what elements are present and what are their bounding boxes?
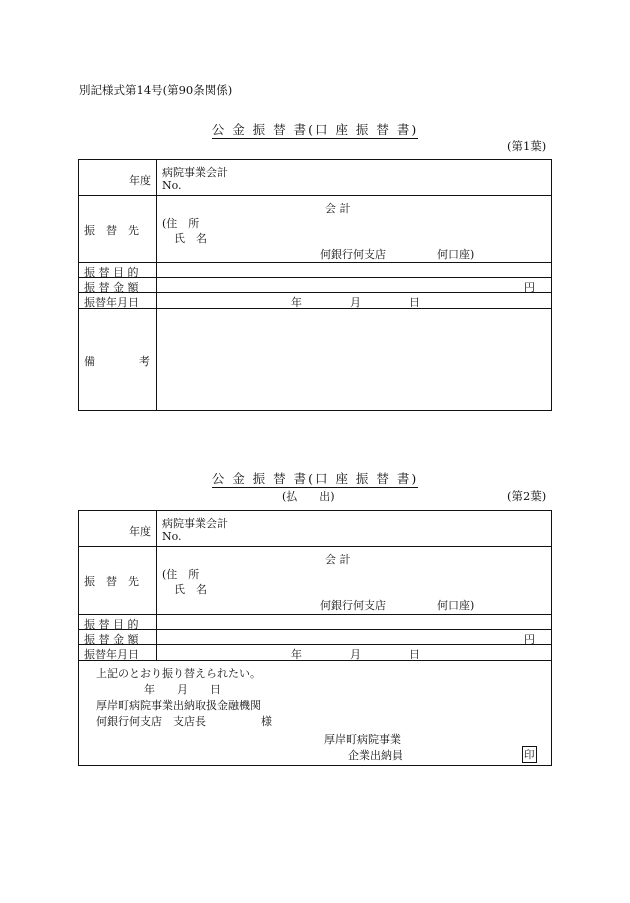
sheet2-purpose-label: 振 替 目 的 (84, 618, 139, 631)
sheet1-fiscal-year-label: 年度 (129, 174, 151, 187)
sheet2-purpose-label-cell (79, 615, 157, 629)
sheet1-bank-branch: 何銀行何支店 (320, 248, 386, 261)
sheet2-date-label-cell (79, 645, 157, 660)
sheet1-year: 年 (291, 296, 302, 309)
sheet1-amount-label: 振 替 金 額 (84, 281, 139, 294)
sheet2-seal-mark: 印 (522, 746, 537, 763)
sheet1-purpose-value (157, 263, 551, 277)
sheet2-form (78, 510, 552, 766)
sheet2-issuer-title: 企業出納員 (348, 749, 403, 762)
sheet1-title (0, 120, 630, 138)
sheet2-amount-label: 振 替 金 額 (84, 633, 139, 646)
sheet2-fiscal-value-cell (157, 511, 551, 546)
sheet2-row-date (79, 645, 551, 661)
sheet1-transferee-label-cell (79, 196, 157, 262)
sheet2-request-date: 年 月 日 (144, 683, 221, 696)
sheet2-row-transferee (79, 547, 551, 615)
sheet2-title (0, 469, 630, 487)
sheet1-form (78, 159, 552, 411)
sheet1-row-date (79, 293, 551, 309)
sheet2-copy-label: (第2葉) (507, 489, 547, 503)
sheet1-yen: 円 (524, 281, 535, 294)
sheet2-subtitle: (払 出) (282, 490, 335, 503)
sheet1-amount-value-cell (157, 278, 551, 292)
sheet1-remarks-label-cell (79, 309, 157, 410)
sheet2-transferee-value-cell (157, 547, 551, 614)
sheet2-year: 年 (291, 648, 302, 661)
sheet2-institution: 厚岸町病院事業出納取扱金融機関 (96, 699, 261, 712)
sheet2-request-text: 上記のとおり振り替えられたい。 (96, 667, 261, 680)
sheet2-bank-branch: 何銀行何支店 (320, 599, 386, 612)
sheet1-name-label: 氏 名 (174, 232, 207, 245)
sheet2-fiscal-year-label: 年度 (129, 525, 151, 538)
sheet1-address-label: (住 所 (162, 217, 200, 230)
sheet1-date-label-cell (79, 293, 157, 308)
sheet1-remarks-value (157, 309, 551, 410)
sheet1-purpose-label: 振 替 目 的 (84, 266, 139, 279)
sheet2-amount-value-cell (157, 630, 551, 644)
sheet2-kaikei-label: 会 計 (325, 553, 351, 566)
sheet2-row-request (79, 661, 551, 765)
sheet1-amount-label-cell (79, 278, 157, 292)
sheet1-date-value-cell (157, 293, 551, 308)
sheet2-month: 月 (350, 648, 361, 661)
sheet1-day: 日 (409, 296, 420, 309)
sheet2-branch-manager: 何銀行何支店 支店長 (96, 715, 206, 728)
sheet1-row-transferee (79, 196, 551, 263)
sheet1-account-name: 病院事業会計 (162, 166, 228, 179)
sheet2-amount-label-cell (79, 630, 157, 644)
sheet1-month: 月 (350, 296, 361, 309)
sheet2-row-fiscal (79, 511, 551, 547)
sheet1-date-label: 振替年月日 (84, 296, 139, 309)
sheet2-account-name: 病院事業会計 (162, 517, 228, 530)
sheet2-date-value-cell (157, 645, 551, 660)
sheet1-transferee-label: 振 替 先 (84, 224, 139, 237)
sheet2-account-type: 何口座) (437, 599, 475, 612)
sheet2-address-label: (住 所 (162, 568, 200, 581)
sheet1-number-label: No. (162, 179, 182, 192)
sheet2-name-label: 氏 名 (174, 583, 207, 596)
sheet1-title-text: 公 金 振 替 書(口 座 振 替 書) (211, 122, 419, 137)
sheet1-kaikei-label: 会 計 (325, 202, 351, 215)
sheet1-transferee-value-cell (157, 196, 551, 262)
sheet2-title-text: 公 金 振 替 書(口 座 振 替 書) (211, 471, 419, 486)
sheet1-purpose-label-cell (79, 263, 157, 277)
sheet2-date-label: 振替年月日 (84, 648, 139, 661)
form-id: 別記様式第14号(第90条関係) (79, 83, 233, 97)
sheet2-transferee-label-cell (79, 547, 157, 614)
sheet1-fiscal-label-cell (79, 160, 157, 195)
sheet1-row-remarks (79, 309, 551, 410)
sheet2-issuer-org: 厚岸町病院事業 (324, 733, 401, 746)
sheet2-transferee-label: 振 替 先 (84, 575, 139, 588)
sheet1-account-type: 何口座) (437, 248, 475, 261)
sheet1-row-amount (79, 278, 551, 293)
sheet2-row-purpose (79, 615, 551, 630)
sheet2-yen: 円 (524, 633, 535, 646)
sheet2-row-amount (79, 630, 551, 645)
sheet1-remarks-label: 備 考 (84, 355, 150, 368)
sheet2-honorific: 様 (261, 715, 272, 728)
sheet2-number-label: No. (162, 530, 182, 543)
sheet1-row-fiscal (79, 160, 551, 196)
sheet1-fiscal-value-cell (157, 160, 551, 195)
sheet2-purpose-value (157, 615, 551, 629)
sheet2-fiscal-label-cell (79, 511, 157, 546)
sheet1-copy-label: (第1葉) (507, 139, 547, 153)
sheet2-day: 日 (409, 648, 420, 661)
sheet1-row-purpose (79, 263, 551, 278)
